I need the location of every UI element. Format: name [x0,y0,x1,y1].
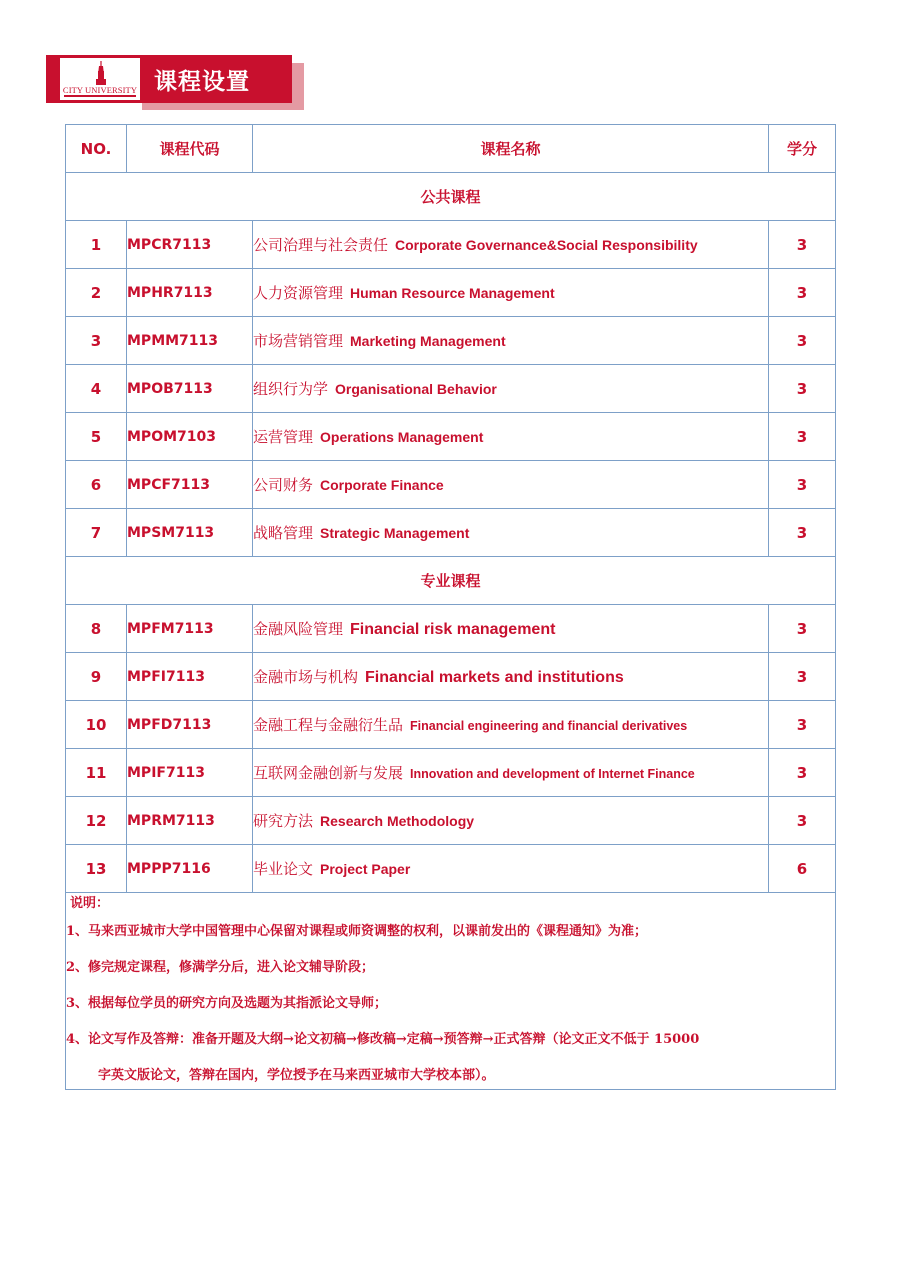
course-credits: 3 [769,461,836,509]
col-header-code: 课程代码 [127,125,253,173]
section-title: 公共课程 [66,173,836,221]
course-credits: 3 [769,221,836,269]
row-no: 3 [66,317,127,365]
note-item-continuation: 字英文版论文，答辩在国内，学位授予在马来西亚城市大学校本部）。 [98,1068,495,1083]
course-name-zh: 互联网金融创新与发展 [253,764,404,782]
course-name [253,653,769,701]
course-name-zh: 市场营销管理 [253,332,344,350]
university-logo [60,58,140,100]
course-code: MPCR7113 [127,221,253,269]
course-name-en: Operations Management [320,429,484,445]
course-name [253,749,769,797]
table-row [66,749,836,797]
col-header-name: 课程名称 [253,125,769,173]
header-bar [46,55,292,103]
course-table [65,124,836,1090]
logo-underline [64,95,136,97]
row-no: 9 [66,653,127,701]
table-row [66,653,836,701]
course-name-zh: 公司财务 [253,476,314,494]
course-name [253,605,769,653]
course-name [253,413,769,461]
course-code: MPFI7113 [127,653,253,701]
course-code: MPSM7113 [127,509,253,557]
course-name-zh: 运营管理 [253,428,314,446]
course-name-zh: 人力资源管理 [253,284,344,302]
row-no: 1 [66,221,127,269]
course-name-zh: 毕业论文 [253,860,314,878]
row-no: 4 [66,365,127,413]
course-credits: 3 [769,509,836,557]
row-no: 6 [66,461,127,509]
course-name [253,461,769,509]
course-code: MPOB7113 [127,365,253,413]
course-name-zh: 金融工程与金融衍生品 [253,716,404,734]
course-credits: 3 [769,701,836,749]
note-item: 2、修完规定课程，修满学分后，进入论文辅导阶段； [66,960,375,975]
course-name [253,221,769,269]
course-code: MPMM7113 [127,317,253,365]
course-name-en: Innovation and development of Internet Finance [410,767,695,781]
course-credits: 3 [769,797,836,845]
table-row [66,797,836,845]
logo-text: CITY UNIVERSITY [62,85,138,95]
course-name-zh: 组织行为学 [253,380,329,398]
note-item: 4、论文写作及答辩：准备开题及大纲→论文初稿→修改稿→定稿→预答辩→正式答辩（论文正文不低于 15000 [66,1032,700,1047]
section-row-public [66,173,836,221]
table-row [66,221,836,269]
page-header [46,55,304,110]
course-credits: 3 [769,749,836,797]
course-credits: 3 [769,269,836,317]
course-name [253,269,769,317]
course-name-en: Corporate Governance&Social Responsibility [395,237,698,253]
course-name [253,701,769,749]
row-no: 5 [66,413,127,461]
course-name-zh: 战略管理 [253,524,314,542]
row-no: 13 [66,845,127,893]
course-name [253,317,769,365]
course-credits: 3 [769,317,836,365]
course-code: MPHR7113 [127,269,253,317]
course-name-en: Financial risk management [350,621,556,638]
table-row [66,269,836,317]
course-credits: 3 [769,365,836,413]
course-name [253,845,769,893]
course-name-zh: 金融风险管理 [253,620,344,638]
course-credits: 3 [769,605,836,653]
note-item: 3、根据每位学员的研究方向及选题为其指派论文导师； [66,996,388,1011]
course-name-en: Project Paper [320,861,411,877]
section-title: 专业课程 [66,557,836,605]
notes-cell [66,893,836,1090]
course-code: MPRM7113 [127,797,253,845]
course-name-zh: 金融市场与机构 [253,668,359,686]
row-no: 7 [66,509,127,557]
course-name-zh: 公司治理与社会责任 [253,236,389,254]
notes-title: 说明： [70,896,110,911]
table-row [66,365,836,413]
course-credits: 6 [769,845,836,893]
table-row [66,509,836,557]
course-name [253,797,769,845]
course-name-en: Human Resource Management [350,285,555,301]
course-credits: 3 [769,653,836,701]
course-code: MPFD7113 [127,701,253,749]
note-item: 1、马来西亚城市大学中国管理中心保留对课程或师资调整的权利，以课前发出的《课程通知》为准； [66,924,648,939]
course-name-en: Corporate Finance [320,477,444,493]
table-row [66,317,836,365]
course-code: MPPP7116 [127,845,253,893]
notes-row [66,893,836,1090]
course-name-en: Financial engineering and financial derivatives [410,719,688,733]
section-row-professional [66,557,836,605]
course-code: MPCF7113 [127,461,253,509]
table-row [66,605,836,653]
course-name [253,509,769,557]
course-code: MPFM7113 [127,605,253,653]
table-row [66,461,836,509]
tower-icon [96,61,106,85]
row-no: 8 [66,605,127,653]
col-header-credits: 学分 [769,125,836,173]
course-credits: 3 [769,413,836,461]
course-name-en: Research Methodology [320,813,475,829]
row-no: 12 [66,797,127,845]
table-row [66,845,836,893]
course-name-zh: 研究方法 [253,812,314,830]
row-no: 2 [66,269,127,317]
course-name [253,365,769,413]
course-code: MPOM7103 [127,413,253,461]
table-row [66,413,836,461]
course-code: MPIF7113 [127,749,253,797]
course-name-en: Financial markets and institutions [365,669,624,686]
page-title: 课程设置 [154,69,250,95]
row-no: 10 [66,701,127,749]
course-name-en: Strategic Management [320,525,470,541]
table-row [66,701,836,749]
col-header-no: NO. [66,125,127,173]
row-no: 11 [66,749,127,797]
course-name-en: Organisational Behavior [335,381,497,397]
course-name-en: Marketing Management [350,333,506,349]
table-header-row [66,125,836,173]
